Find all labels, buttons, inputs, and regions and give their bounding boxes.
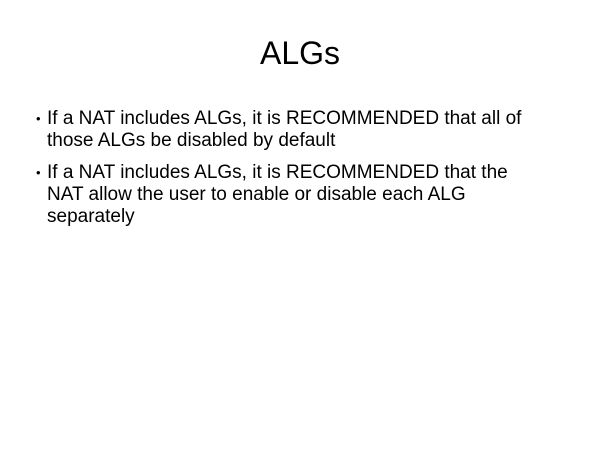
slide-title: ALGs [259,35,341,71]
bullet-item [36,108,594,152]
bullet-line: NAT allow the user to enable or disable each ALG [47,184,466,205]
bullet-line: If a NAT includes ALGs, it is RECOMMENDED that the [47,162,508,183]
bullet-text [47,162,508,228]
bullet-line: separately [47,206,135,227]
bullet-icon: • [36,111,41,126]
bullet-icon: • [36,165,41,180]
bullet-list [36,108,594,228]
bullet-line: If a NAT includes ALGs, it is RECOMMENDED that all of [47,108,522,129]
bullet-line: those ALGs be disabled by default [47,130,336,151]
bullet-text [47,108,521,152]
bullet-item [36,162,594,228]
